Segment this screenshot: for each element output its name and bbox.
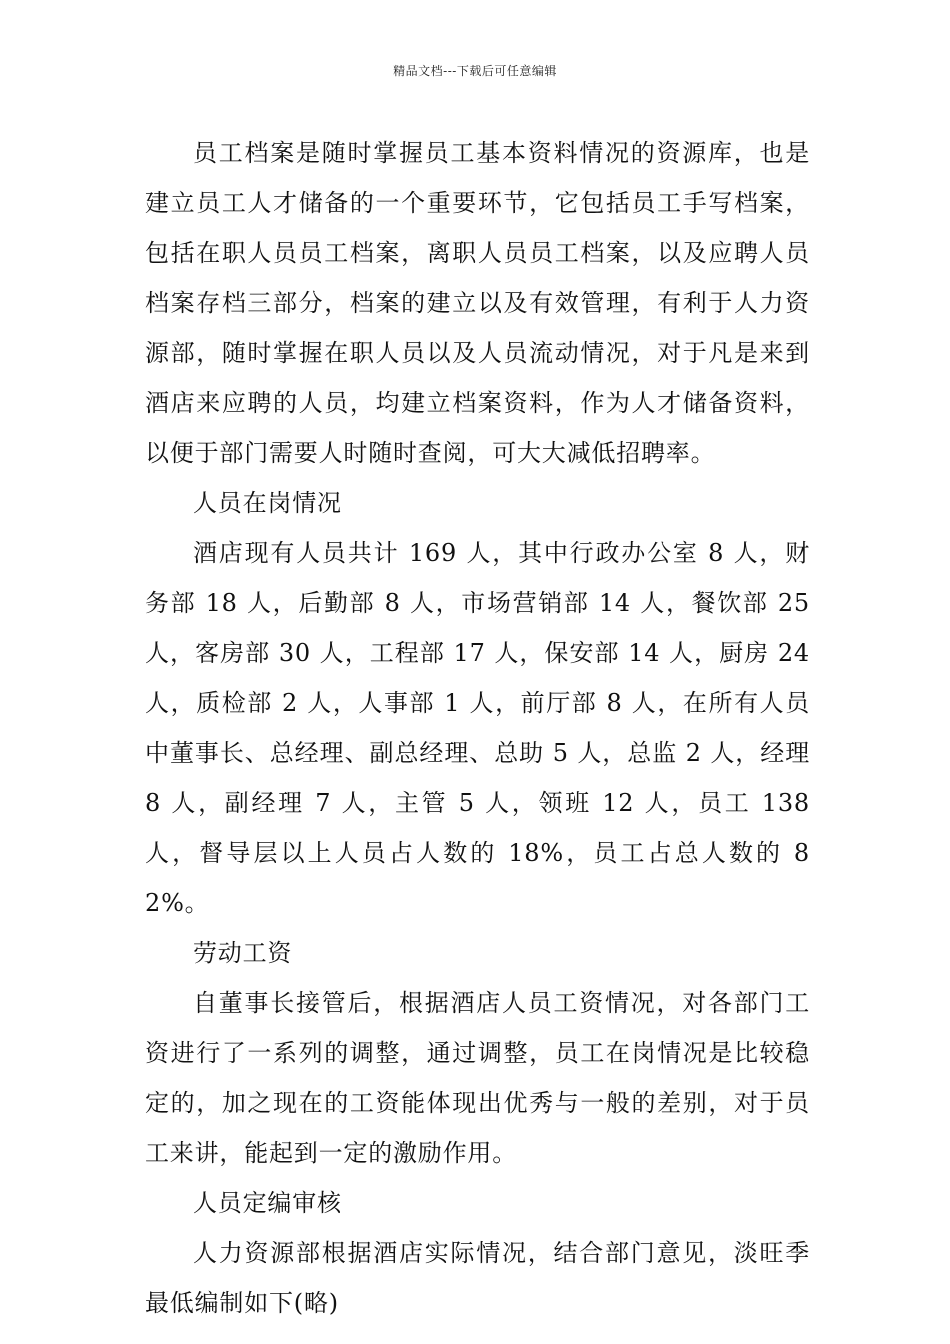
section-heading-staffing: 人员在岗情况 xyxy=(193,489,342,517)
paragraph-wages-details: 自董事长接管后，根据酒店人员工资情况，对各部门工资进行了一系列的调整，通过调整，员工在岗情况是比较稳定的，加之现在的工资能体现出优秀与一般的差别，对于员工来讲，能起到一定的激励作用。 xyxy=(145,989,810,1167)
section-heading-staff-quota: 人员定编审核 xyxy=(193,1189,342,1217)
paragraph-employee-records: 员工档案是随时掌握员工基本资料情况的资源库，也是建立员工人才储备的一个重要环节，它包括员工手写档案，包括在职人员员工档案，离职人员员工档案，以及应聘人员档案存档三部分，档案的建立以及有效管理，有利于人力资源部，随时掌握在职人员以及人员流动情况，对于凡是来到酒店来应聘的人员，均建立档案资料，作为人才储备资料，以便于部门需要人时随时查阅，可大大减低招聘率。 xyxy=(145,139,810,467)
page-header: 精品文档---下载后可任意编辑 xyxy=(393,64,557,78)
section-heading-wages: 劳动工资 xyxy=(193,939,293,967)
document-body xyxy=(145,128,810,1328)
paragraph-staff-quota-details: 人力资源部根据酒店实际情况，结合部门意见，淡旺季最低编制如下(略) xyxy=(145,1239,810,1317)
paragraph-staffing-details: 酒店现有人员共计 169 人，其中行政办公室 8 人，财务部 18 人，后勤部 8 人，市场营销部 14 人，餐饮部 25 人，客房部 30 人，工程部 17 人，保安部 14 人，厨房 24 人，质检部 2 人，人事部 1 人，前厅部 8 人，在所有人员中董事长、总经理、副总经理、总助 5 人，总监 2 人，经理 8 人，副经理 7 人，主管 5 人，领班 12 人，员工 138 人，督导层以上人员占人数的 18%，员工占总人数的 82%。 xyxy=(145,539,810,917)
